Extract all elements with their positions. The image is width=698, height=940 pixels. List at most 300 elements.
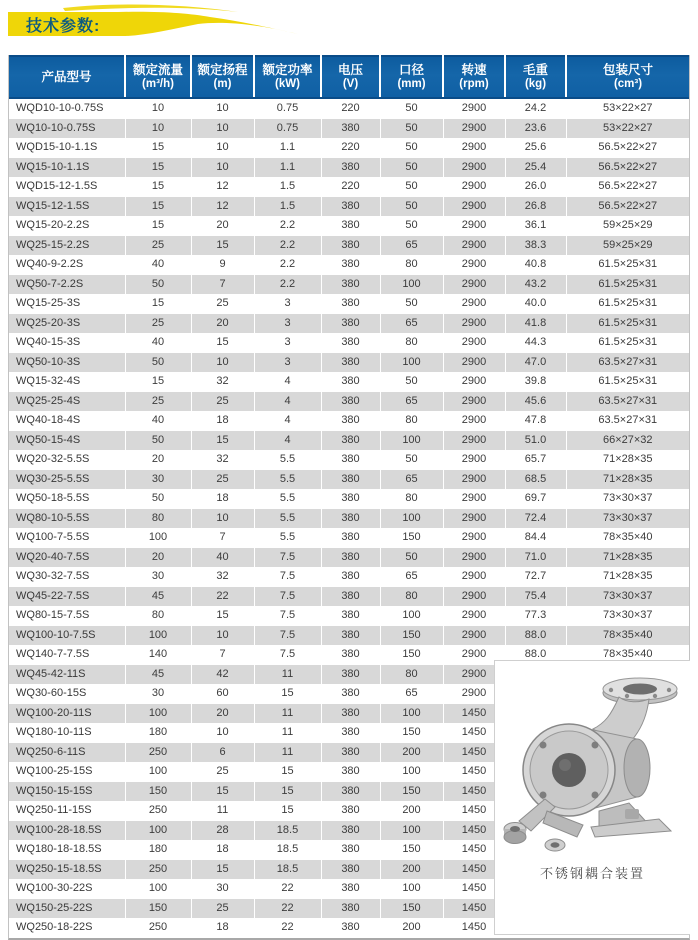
value-cell: 80: [380, 665, 443, 685]
value-cell: 15: [125, 294, 191, 314]
value-cell: 100: [125, 821, 191, 841]
value-cell: 40: [125, 333, 191, 353]
value-cell: 25: [191, 470, 254, 490]
value-cell: 380: [321, 606, 380, 626]
value-cell: 50: [380, 158, 443, 178]
value-cell: 51.0: [505, 431, 566, 451]
value-cell: 25: [191, 294, 254, 314]
value-cell: 2900: [443, 684, 505, 704]
table-row: [9, 626, 689, 646]
value-cell: 40.8: [505, 255, 566, 275]
value-cell: 50: [380, 372, 443, 392]
value-cell: 380: [321, 821, 380, 841]
model-cell: WQ100-30-22S: [9, 879, 125, 899]
value-cell: 7.5: [254, 626, 321, 646]
value-cell: 2900: [443, 548, 505, 568]
value-cell: 18: [191, 411, 254, 431]
value-cell: 4: [254, 431, 321, 451]
table-row: [9, 294, 689, 314]
value-cell: 45: [125, 587, 191, 607]
value-cell: 150: [380, 899, 443, 919]
model-cell: WQ150-25-22S: [9, 899, 125, 919]
table-row: [9, 119, 689, 139]
value-cell: 2900: [443, 587, 505, 607]
value-cell: 40: [125, 255, 191, 275]
value-cell: 5.5: [254, 470, 321, 490]
value-cell: 22: [254, 899, 321, 919]
value-cell: 71×28×35: [602, 570, 653, 582]
value-cell: 1450: [443, 821, 505, 841]
value-cell: 25.4: [505, 158, 566, 178]
table-row: [9, 450, 689, 470]
value-cell: 65: [380, 392, 443, 412]
value-cell: 61.5×25×31: [598, 297, 658, 309]
value-cell: 43.2: [505, 275, 566, 295]
value-cell: 73×30×37: [602, 511, 653, 524]
value-cell: 2900: [443, 372, 505, 392]
value-cell: 2900: [443, 119, 505, 139]
value-cell: 88.0: [505, 645, 566, 665]
value-cell: 2900: [443, 411, 505, 431]
table-row: [9, 548, 689, 568]
section-title: 技术参数:: [26, 18, 101, 35]
table-row: [9, 98, 689, 119]
value-cell: 47.8: [505, 411, 566, 431]
value-cell: 3: [254, 314, 321, 334]
value-cell: 40.0: [505, 294, 566, 314]
value-cell: 380: [321, 840, 380, 860]
value-cell: 61.5×25×31: [598, 277, 658, 290]
value-cell: 80: [125, 606, 191, 626]
column-header: 额定流量 (m³/h): [125, 56, 191, 98]
value-cell: 10: [191, 98, 254, 119]
value-cell: 150: [380, 840, 443, 860]
table-row: [9, 197, 689, 217]
value-cell: 380: [321, 509, 380, 529]
value-cell: 380: [321, 704, 380, 724]
value-cell: 25: [125, 314, 191, 334]
value-cell: 56.5×22×27: [598, 160, 658, 173]
value-cell: 1450: [443, 918, 505, 938]
value-cell: 1.5: [254, 177, 321, 197]
value-cell: 2900: [443, 294, 505, 314]
model-cell: WQD15-12-1.5S: [9, 177, 125, 197]
value-cell: 1450: [443, 860, 505, 880]
model-cell: WQ180-10-11S: [9, 723, 125, 743]
value-cell: 2900: [443, 138, 505, 158]
value-cell: 50: [380, 197, 443, 217]
value-cell: 25: [125, 392, 191, 412]
value-cell: 5.5: [254, 489, 321, 509]
value-cell: 380: [321, 294, 380, 314]
value-cell: 65: [380, 314, 443, 334]
value-cell: 100: [125, 626, 191, 646]
header-row: [9, 56, 689, 98]
value-cell: 380: [321, 450, 380, 470]
value-cell: 80: [380, 255, 443, 275]
value-cell: 32: [191, 450, 254, 470]
value-cell: 380: [321, 119, 380, 139]
value-cell: 3: [254, 353, 321, 373]
value-cell: 30: [191, 879, 254, 899]
model-cell: WQ40-9-2.2S: [9, 255, 125, 275]
table-row: [9, 606, 689, 626]
value-cell: 50: [380, 119, 443, 139]
value-cell: 10: [191, 723, 254, 743]
value-cell: 50: [380, 450, 443, 470]
value-cell: 32: [191, 372, 254, 392]
value-cell: 15: [125, 158, 191, 178]
column-header: 包装尺寸 (cm³): [566, 56, 689, 98]
stainless-steel-coupling-image: [499, 663, 687, 861]
value-cell: 2900: [443, 450, 505, 470]
value-cell: 38.3: [505, 236, 566, 256]
value-cell: 25: [191, 392, 254, 412]
value-cell: 78×35×40: [602, 648, 653, 660]
product-image-panel: [494, 660, 690, 935]
model-cell: WQD15-10-1.1S: [9, 138, 125, 158]
value-cell: 3: [254, 333, 321, 353]
value-cell: 80: [380, 411, 443, 431]
value-cell: 2900: [443, 431, 505, 451]
value-cell: 150: [125, 899, 191, 919]
value-cell: 1450: [443, 704, 505, 724]
value-cell: 2900: [443, 665, 505, 685]
column-header: 口径 (mm): [380, 56, 443, 98]
value-cell: 50: [125, 353, 191, 373]
value-cell: 15: [254, 762, 321, 782]
value-cell: 380: [321, 333, 380, 353]
value-cell: 1450: [443, 723, 505, 743]
value-cell: 380: [321, 489, 380, 509]
column-header: 额定扬程 (m): [191, 56, 254, 98]
value-cell: 12: [191, 177, 254, 197]
value-cell: 2900: [443, 236, 505, 256]
value-cell: 4: [254, 411, 321, 431]
value-cell: 7: [191, 275, 254, 295]
value-cell: 15: [191, 333, 254, 353]
value-cell: 380: [321, 782, 380, 802]
value-cell: 30: [125, 470, 191, 490]
value-cell: 250: [125, 743, 191, 763]
value-cell: 10: [191, 626, 254, 646]
value-cell: 380: [321, 723, 380, 743]
value-cell: 65: [380, 684, 443, 704]
value-cell: 30: [125, 567, 191, 587]
value-cell: 2.2: [254, 255, 321, 275]
value-cell: 2900: [443, 177, 505, 197]
value-cell: 56.5×22×27: [598, 180, 658, 192]
model-cell: WQ250-18-22S: [9, 918, 125, 938]
value-cell: 380: [321, 645, 380, 665]
table-row: [9, 255, 689, 275]
value-cell: 1450: [443, 743, 505, 763]
value-cell: 30: [125, 684, 191, 704]
value-cell: 10: [125, 119, 191, 139]
value-cell: 22: [191, 587, 254, 607]
value-cell: 380: [321, 684, 380, 704]
value-cell: 15: [254, 801, 321, 821]
table-row: [9, 528, 689, 548]
value-cell: 100: [125, 704, 191, 724]
value-cell: 7.5: [254, 587, 321, 607]
value-cell: 2900: [443, 98, 505, 119]
value-cell: 45.6: [505, 392, 566, 412]
model-cell: WQ100-10-7.5S: [9, 626, 125, 646]
table-row: [9, 158, 689, 178]
value-cell: 15: [125, 177, 191, 197]
column-header: 额定功率 (kW): [254, 56, 321, 98]
table-row: [9, 333, 689, 353]
value-cell: 61.5×25×31: [598, 316, 658, 329]
value-cell: 2.2: [254, 216, 321, 236]
value-cell: 25: [125, 236, 191, 256]
value-cell: 2900: [443, 470, 505, 490]
value-cell: 380: [321, 275, 380, 295]
value-cell: 2900: [443, 197, 505, 217]
column-header: 产品型号: [9, 56, 125, 98]
value-cell: 15: [254, 782, 321, 802]
value-cell: 2.2: [254, 236, 321, 256]
value-cell: 2900: [443, 353, 505, 373]
value-cell: 56.5×22×27: [598, 199, 658, 212]
value-cell: 12: [191, 197, 254, 217]
value-cell: 380: [321, 899, 380, 919]
value-cell: 380: [321, 743, 380, 763]
value-cell: 15: [191, 236, 254, 256]
value-cell: 1.5: [254, 197, 321, 217]
spec-table-head: [9, 56, 689, 98]
value-cell: 61.5×25×31: [598, 375, 658, 387]
value-cell: 250: [125, 860, 191, 880]
value-cell: 380: [321, 567, 380, 587]
value-cell: 80: [125, 509, 191, 529]
value-cell: 380: [321, 216, 380, 236]
value-cell: 65.7: [505, 450, 566, 470]
model-cell: WQ30-32-7.5S: [9, 567, 125, 587]
value-cell: 22: [254, 918, 321, 938]
model-cell: WQ20-32-5.5S: [9, 450, 125, 470]
value-cell: 23.6: [505, 119, 566, 139]
value-cell: 380: [321, 587, 380, 607]
value-cell: 18.5: [254, 860, 321, 880]
value-cell: 2.2: [254, 275, 321, 295]
value-cell: 63.5×27×31: [598, 355, 658, 368]
value-cell: 100: [380, 275, 443, 295]
value-cell: 100: [380, 762, 443, 782]
value-cell: 15: [191, 782, 254, 802]
value-cell: 11: [254, 704, 321, 724]
value-cell: 20: [125, 450, 191, 470]
table-row: [9, 470, 689, 490]
value-cell: 380: [321, 626, 380, 646]
value-cell: 71×28×35: [602, 472, 653, 485]
model-cell: WQ250-6-11S: [9, 743, 125, 763]
value-cell: 200: [380, 801, 443, 821]
value-cell: 2900: [443, 216, 505, 236]
value-cell: 100: [380, 606, 443, 626]
value-cell: 26.8: [505, 197, 566, 217]
value-cell: 380: [321, 197, 380, 217]
model-cell: WQ10-10-0.75S: [9, 119, 125, 139]
value-cell: 69.7: [505, 489, 566, 509]
value-cell: 1450: [443, 879, 505, 899]
value-cell: 5.5: [254, 509, 321, 529]
value-cell: 150: [380, 626, 443, 646]
model-cell: WQ80-10-5.5S: [9, 509, 125, 529]
value-cell: 2900: [443, 626, 505, 646]
value-cell: 6: [191, 743, 254, 763]
value-cell: 100: [380, 353, 443, 373]
value-cell: 15: [125, 372, 191, 392]
value-cell: 150: [380, 723, 443, 743]
value-cell: 68.5: [505, 470, 566, 490]
value-cell: 66×27×32: [602, 433, 653, 446]
table-row: [9, 236, 689, 256]
value-cell: 71.0: [505, 548, 566, 568]
model-cell: WQ100-25-15S: [9, 762, 125, 782]
value-cell: 150: [125, 782, 191, 802]
value-cell: 10: [191, 138, 254, 158]
value-cell: 100: [125, 762, 191, 782]
value-cell: 100: [380, 879, 443, 899]
value-cell: 65: [380, 470, 443, 490]
value-cell: 72.7: [505, 567, 566, 587]
value-cell: 10: [125, 98, 191, 119]
value-cell: 56.5×22×27: [598, 141, 658, 153]
value-cell: 2900: [443, 567, 505, 587]
value-cell: 73×30×37: [602, 589, 653, 602]
value-cell: 24.2: [505, 98, 566, 119]
model-cell: WQ100-7-5.5S: [9, 528, 125, 548]
value-cell: 44.3: [505, 333, 566, 353]
value-cell: 380: [321, 548, 380, 568]
value-cell: 2900: [443, 606, 505, 626]
value-cell: 2900: [443, 392, 505, 412]
model-cell: WQ15-32-4S: [9, 372, 125, 392]
value-cell: 380: [321, 353, 380, 373]
value-cell: 1450: [443, 840, 505, 860]
value-cell: 1450: [443, 762, 505, 782]
value-cell: 200: [380, 860, 443, 880]
value-cell: 2900: [443, 509, 505, 529]
value-cell: 71×28×35: [602, 453, 653, 465]
model-cell: WQ50-10-3S: [9, 353, 125, 373]
table-row: [9, 509, 689, 529]
value-cell: 2900: [443, 275, 505, 295]
value-cell: 380: [321, 255, 380, 275]
value-cell: 15: [125, 216, 191, 236]
value-cell: 100: [380, 431, 443, 451]
model-cell: WQ50-7-2.2S: [9, 275, 125, 295]
value-cell: 26.0: [505, 177, 566, 197]
value-cell: 10: [191, 353, 254, 373]
model-cell: WQ15-20-2.2S: [9, 216, 125, 236]
value-cell: 71×28×35: [602, 550, 653, 563]
value-cell: 18: [191, 840, 254, 860]
value-cell: 4: [254, 392, 321, 412]
image-caption: 不锈钢耦合装置: [539, 866, 645, 881]
value-cell: 78×35×40: [602, 628, 653, 641]
value-cell: 7.5: [254, 548, 321, 568]
value-cell: 22: [254, 879, 321, 899]
value-cell: 150: [380, 645, 443, 665]
value-cell: 11: [254, 743, 321, 763]
value-cell: 380: [321, 918, 380, 938]
value-cell: 10: [191, 158, 254, 178]
value-cell: 380: [321, 801, 380, 821]
model-cell: WQ30-25-5.5S: [9, 470, 125, 490]
value-cell: 380: [321, 470, 380, 490]
value-cell: 18.5: [254, 840, 321, 860]
value-cell: 180: [125, 723, 191, 743]
value-cell: 40: [191, 548, 254, 568]
value-cell: 50: [380, 294, 443, 314]
value-cell: 88.0: [505, 626, 566, 646]
value-cell: 2900: [443, 255, 505, 275]
value-cell: 100: [380, 704, 443, 724]
value-cell: 5.5: [254, 450, 321, 470]
value-cell: 50: [380, 548, 443, 568]
value-cell: 200: [380, 743, 443, 763]
model-cell: WQ140-7-7.5S: [9, 645, 125, 665]
model-cell: WQ25-20-3S: [9, 314, 125, 334]
value-cell: 380: [321, 314, 380, 334]
value-cell: 61.5×25×31: [598, 336, 658, 348]
value-cell: 11: [191, 801, 254, 821]
value-cell: 45: [125, 665, 191, 685]
value-cell: 2900: [443, 158, 505, 178]
value-cell: 250: [125, 918, 191, 938]
table-row: [9, 314, 689, 334]
value-cell: 380: [321, 411, 380, 431]
value-cell: 72.4: [505, 509, 566, 529]
model-cell: WQ150-15-15S: [9, 782, 125, 802]
value-cell: 380: [321, 860, 380, 880]
value-cell: 50: [125, 431, 191, 451]
value-cell: 25: [191, 899, 254, 919]
value-cell: 42: [191, 665, 254, 685]
model-cell: WQD10-10-0.75S: [9, 98, 125, 119]
table-row: [9, 489, 689, 509]
value-cell: 65: [380, 236, 443, 256]
value-cell: 73×30×37: [602, 609, 653, 621]
model-cell: WQ250-15-18.5S: [9, 860, 125, 880]
value-cell: 20: [191, 704, 254, 724]
value-cell: 1.1: [254, 158, 321, 178]
value-cell: 380: [321, 879, 380, 899]
value-cell: 140: [125, 645, 191, 665]
value-cell: 2900: [443, 314, 505, 334]
model-cell: WQ180-18-18.5S: [9, 840, 125, 860]
value-cell: 380: [321, 236, 380, 256]
value-cell: 9: [191, 255, 254, 275]
value-cell: 61.5×25×31: [598, 258, 658, 270]
value-cell: 7: [191, 528, 254, 548]
value-cell: 100: [380, 821, 443, 841]
value-cell: 80: [380, 587, 443, 607]
value-cell: 220: [321, 138, 380, 158]
value-cell: 25: [191, 762, 254, 782]
value-cell: 380: [321, 762, 380, 782]
value-cell: 18: [191, 918, 254, 938]
section-title-badge: [8, 2, 308, 44]
table-row: [9, 431, 689, 451]
value-cell: 10: [191, 119, 254, 139]
value-cell: 40: [125, 411, 191, 431]
value-cell: 41.8: [505, 314, 566, 334]
value-cell: 100: [125, 528, 191, 548]
